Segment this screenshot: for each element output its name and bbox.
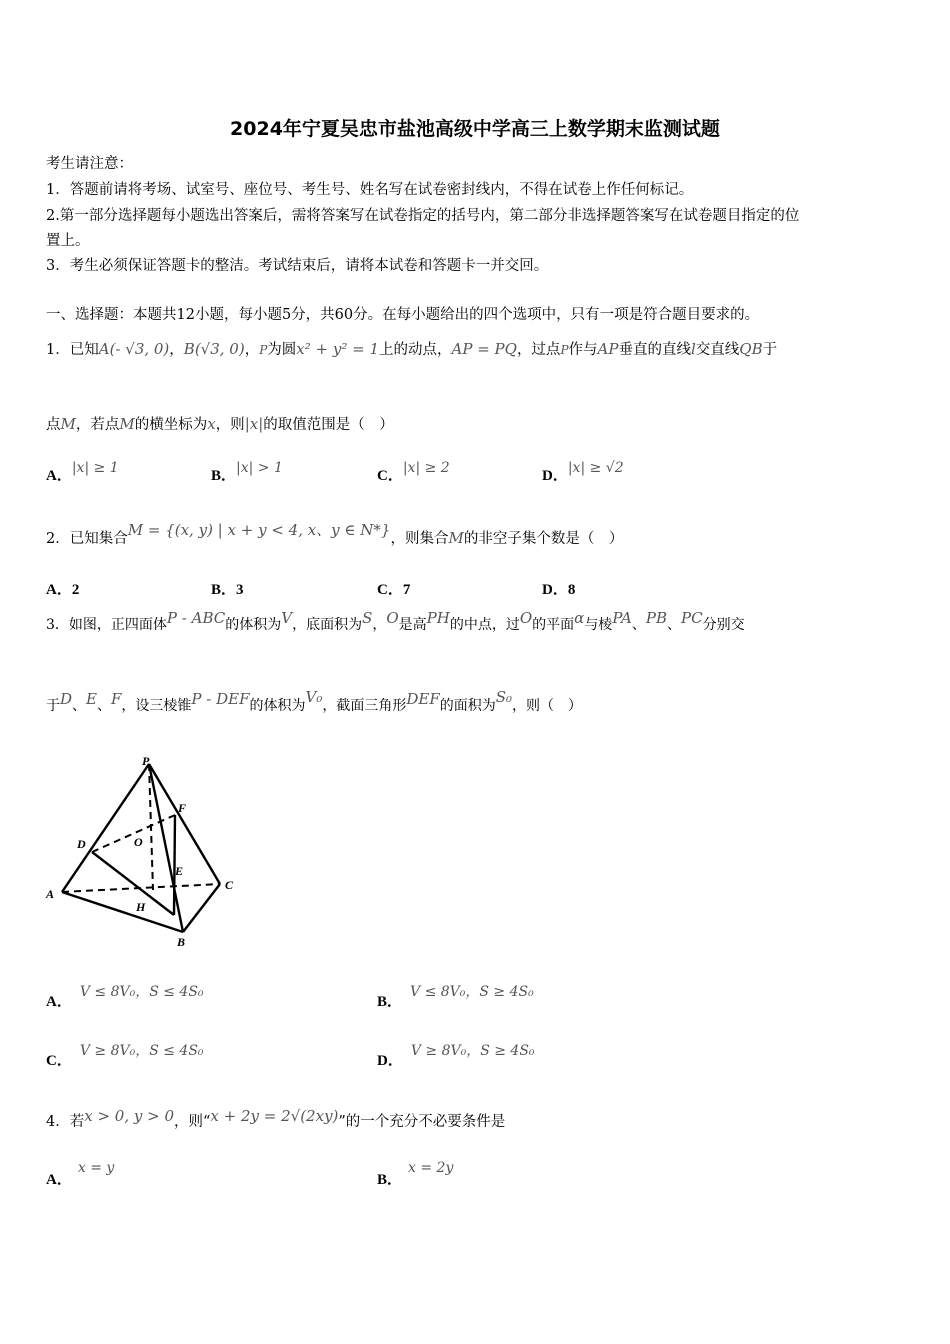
section-heading: 一、选择题：本题共12小题，每小题5分，共60分。在每小题给出的四个选项中，只有一项是符合题目要求的。 [46, 307, 760, 323]
q3-option-b[interactable]: B．V ≤ 8V₀，S ≥ 4S₀ [377, 984, 534, 1010]
label-P: P [142, 754, 150, 768]
tetrahedron-figure [40, 752, 245, 952]
label-A: A [46, 887, 55, 901]
question-1-line-2: 点M，若点M的横坐标为x，则|x|的取值范围是（ ） [46, 415, 394, 433]
question-1-line-1: 1．已知A(- √3, 0)，B(√3, 0)，P为圆x² + y² = 1上的动点，AP = PQ，过点P作与AP垂直的直线l交直线QB于 [46, 340, 778, 358]
label-O: O [134, 835, 143, 849]
label-H: H [136, 900, 146, 914]
notice-item-2-cont: 置上。 [46, 233, 90, 249]
label-E: E [175, 864, 184, 878]
page-title: 2024年宁夏吴忠市盐池高级中学高三上数学期末监测试题 [230, 118, 720, 140]
q3-option-a[interactable]: A．V ≤ 8V₀，S ≤ 4S₀ [46, 984, 204, 1010]
q1-option-c[interactable]: C．|x| ≥ 2 [377, 460, 450, 484]
q1-option-b[interactable]: B．|x| > 1 [211, 460, 283, 484]
notice-heading: 考生请注意： [46, 156, 133, 172]
q1-option-a[interactable]: A．|x| ≥ 1 [46, 460, 119, 484]
label-F: F [178, 801, 187, 815]
question-2-stem: 2．已知集合M = {(x, y) | x + y < 4, x、y ∈ N*}，则集合M的非空子集个数是（ ） [46, 521, 624, 547]
notice-item-3: 3．考生必须保证答题卡的整洁。考试结束后，请将本试卷和答题卡一并交回。 [46, 258, 549, 274]
edge-AB [62, 892, 183, 932]
label-C: C [225, 878, 234, 892]
question-3-line-2: 于D、E、F，设三棱锥P - DEF的体积为V₀，截面三角形DEF的面积为S₀，则（ ） [46, 688, 583, 714]
q1-option-d[interactable]: D．|x| ≥ √2 [542, 460, 624, 484]
question-3-line-1: 3．如图，正四面体P - ABC的体积为V，底面积为S，O是高PH的中点，过O的平面α与棱PA、PB、PC分别交 [46, 609, 745, 633]
q3-option-d[interactable]: D．V ≥ 8V₀，S ≥ 4S₀ [377, 1043, 535, 1069]
q2-option-a[interactable]: A．2 [46, 582, 80, 598]
notice-item-2: 2.第一部分选择题每小题选出答案后，需将答案写在试卷指定的括号内，第二部分非选择题答案写在试卷题目指定的位 [46, 208, 800, 224]
edge-PC [149, 764, 220, 884]
q2-option-b[interactable]: B．3 [211, 582, 244, 598]
q3-option-c[interactable]: C．V ≥ 8V₀，S ≤ 4S₀ [46, 1043, 204, 1069]
q2-option-c[interactable]: C．7 [377, 582, 411, 598]
edge-PA [62, 764, 149, 892]
edge-BC [183, 884, 220, 932]
q4-option-b[interactable]: B．x = 2y [377, 1160, 454, 1188]
q2-option-d[interactable]: D．8 [542, 582, 576, 598]
notice-item-1: 1．答题前请将考场、试室号、座位号、考生号、姓名写在试卷密封线内，不得在试卷上作任何标记。 [46, 182, 694, 198]
q4-option-a[interactable]: A．x = y [46, 1160, 115, 1188]
label-B: B [177, 935, 186, 949]
question-4-stem: 4．若x > 0, y > 0，则“x + 2y = 2√(2xy)”的一个充分不必要条件是 [46, 1107, 506, 1130]
edge-PB [149, 764, 183, 932]
label-D: D [77, 837, 86, 851]
